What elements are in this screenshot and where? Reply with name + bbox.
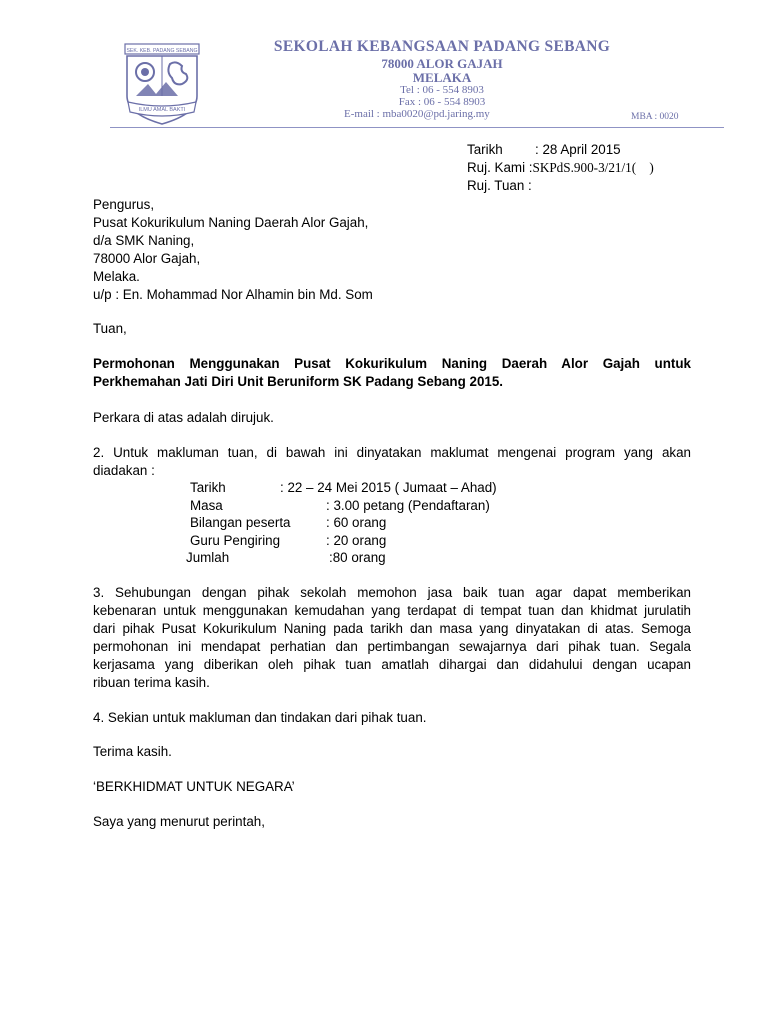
signoff: Saya yang menurut perintah,: [93, 814, 265, 829]
paragraph-4: 4. Sekian untuk makluman dan tindakan dari pihak tuan.: [93, 710, 427, 725]
recipient-line: Pengurus,: [93, 197, 155, 212]
paragraph-3: [93, 584, 691, 692]
date-label: Tarikh: [467, 142, 503, 157]
detail-label: Masa: [190, 497, 223, 513]
detail-value: : 20 orang: [326, 532, 387, 548]
svg-text:SEK. KEB. PADANG SEBANG: SEK. KEB. PADANG SEBANG: [126, 48, 198, 54]
salutation: Tuan,: [93, 321, 127, 336]
detail-row: [0, 532, 500, 550]
date-row: [467, 141, 654, 159]
school-fax: Fax : 06 - 554 8903: [398, 96, 486, 108]
school-crest-logo: [122, 40, 202, 126]
date-value: : 28 April 2015: [535, 142, 621, 157]
detail-row: [0, 479, 500, 497]
your-ref-label: Ruj. Tuan :: [467, 178, 532, 193]
recipient-line: u/p : En. Mohammad Nor Alhamin bin Md. Som: [93, 287, 373, 302]
detail-value: : 22 – 24 Mei 2015 ( Jumaat – Ahad): [280, 480, 497, 495]
our-ref-row: [467, 159, 654, 177]
detail-label: Bilangan peserta: [190, 515, 291, 531]
your-ref-row: [467, 177, 654, 195]
detail-label: Jumlah: [186, 550, 230, 566]
paragraph-line: ribuan terima kasih.: [93, 675, 210, 690]
closing-thanks: Terima kasih.: [93, 744, 172, 759]
paragraph-line: dari pihak Pusat Kokurikulum Naning pada tarikh dan masa yang dinyatakan di atas. Semoga: [93, 621, 691, 636]
paragraph-line: diadakan :: [93, 463, 155, 478]
our-ref-value: SKPdS.900-3/21/1( ): [532, 160, 654, 175]
svg-text:ILMU AMAL BAKTI: ILMU AMAL BAKTI: [138, 107, 186, 113]
subject-line: Permohonan Menggunakan Pusat Kokurikulum Naning Daerah Alor Gajah untuk: [93, 356, 691, 371]
detail-label: Guru Pengiring: [190, 532, 281, 548]
reference-statement: Perkara di atas adalah dirujuk.: [93, 410, 274, 425]
paragraph-2: [93, 444, 691, 480]
detail-value: : 60 orang: [326, 515, 387, 531]
paragraph-line: permohonan ini mendapat perhatian dan pertimbangan sewajarnya dari pihak tuan. Segala: [93, 639, 691, 654]
recipient-line: Melaka.: [93, 269, 140, 284]
our-ref-label: Ruj. Kami :: [467, 160, 533, 175]
school-email: E-mail : mba0020@pd.jaring.my: [344, 108, 490, 120]
detail-row: [0, 497, 500, 515]
motto: ‘BERKHIDMAT UNTUK NEGARA’: [93, 779, 295, 794]
detail-value: :80 orang: [329, 550, 386, 566]
detail-row: [0, 549, 500, 567]
recipient-line: d/a SMK Naning,: [93, 233, 195, 248]
detail-value: : 3.00 petang (Pendaftaran): [326, 497, 490, 513]
reference-block: [467, 141, 654, 195]
detail-row: [0, 514, 500, 532]
program-details: [0, 479, 500, 567]
school-state: MELAKA: [412, 70, 472, 85]
paragraph-line: 2. Untuk makluman tuan, di bawah ini dinyatakan maklumat mengenai program yang akan: [93, 445, 691, 460]
detail-label: Tarikh: [190, 480, 226, 495]
school-name: SEKOLAH KEBANGSAAN PADANG SEBANG: [273, 38, 611, 55]
paragraph-line: 3. Sehubungan dengan pihak sekolah memohon jasa baik tuan agar dapat memberikan: [93, 585, 691, 600]
recipient-line: Pusat Kokurikulum Naning Daerah Alor Gajah,: [93, 215, 369, 230]
subject: [93, 355, 691, 391]
paragraph-line: kebenaran untuk menggunakan kemudahan yang terdapat di tempat tuan dan khidmat jurulatih: [93, 603, 691, 618]
paragraph-line: kerjasama yang diberikan oleh pihak tuan amatlah dihargai dan didahului dengan ucapan: [93, 657, 691, 672]
school-tel: Tel : 06 - 554 8903: [400, 84, 484, 96]
school-code: MBA : 0020: [631, 112, 679, 122]
recipient-address: [93, 196, 691, 304]
school-address: 78000 ALOR GAJAH: [381, 56, 503, 71]
recipient-line: 78000 Alor Gajah,: [93, 251, 201, 266]
subject-line: Perkhemahan Jati Diri Unit Beruniform SK Padang Sebang 2015.: [93, 374, 504, 389]
letterhead-divider: [110, 127, 724, 128]
